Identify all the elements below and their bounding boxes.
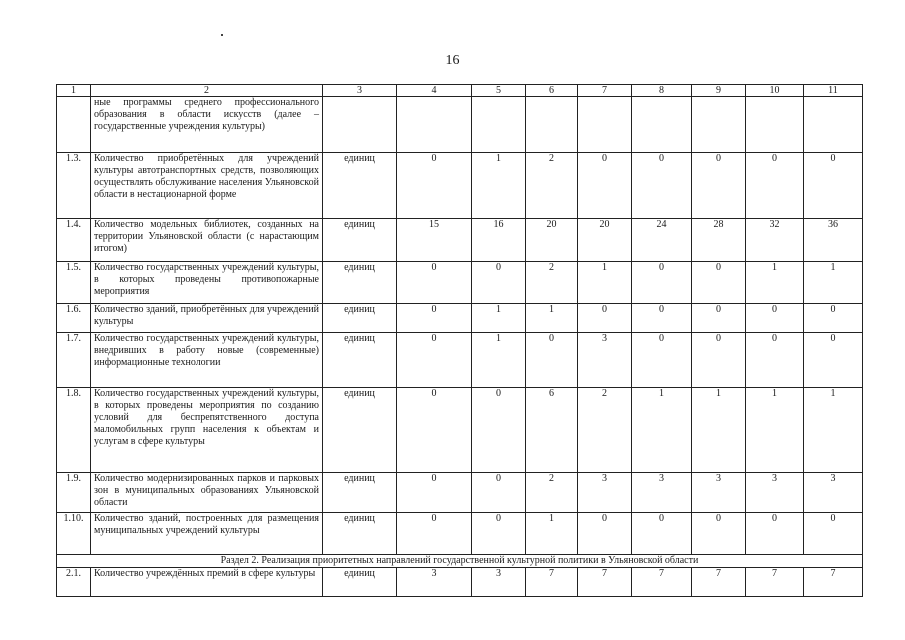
value-cell: 2	[526, 153, 578, 219]
value-cell: 0	[692, 333, 746, 388]
value-cell: 32	[746, 219, 804, 262]
value-cell: 1	[746, 388, 804, 473]
value-cell: 7	[526, 568, 578, 597]
header-cell: 10	[746, 85, 804, 97]
value-cell: 16	[472, 219, 526, 262]
value-cell: 3	[804, 473, 863, 513]
value-cell: 0	[397, 153, 472, 219]
value-cell: 3	[746, 473, 804, 513]
value-cell: 0	[632, 333, 692, 388]
value-cell: 7	[692, 568, 746, 597]
indicator-name: Количество модернизированных парков и парковых зон в муниципальных образованиях Ульяновской области	[91, 473, 323, 513]
header-cell: 7	[578, 85, 632, 97]
indicator-table	[56, 84, 863, 597]
header-cell: 3	[323, 85, 397, 97]
value-cell: 0	[397, 473, 472, 513]
value-cell: 0	[692, 304, 746, 333]
row-number: 1.7.	[57, 333, 91, 388]
value-cell: 0	[472, 513, 526, 555]
scan-speck	[221, 34, 223, 36]
value-cell: 0	[578, 513, 632, 555]
value-cell: 0	[804, 513, 863, 555]
table-row	[57, 97, 863, 153]
unit-cell: единиц	[323, 388, 397, 473]
header-cell: 5	[472, 85, 526, 97]
header-cell: 4	[397, 85, 472, 97]
value-cell: 0	[746, 304, 804, 333]
value-cell: 1	[804, 262, 863, 304]
indicator-name: Количество зданий, приобретённых для учреждений культуры	[91, 304, 323, 333]
value-cell: 0	[526, 333, 578, 388]
value-cell: 1	[472, 153, 526, 219]
value-cell: 6	[526, 388, 578, 473]
value-cell: 0	[578, 153, 632, 219]
row-number: 1.8.	[57, 388, 91, 473]
value-cell: 0	[804, 333, 863, 388]
value-cell: 0	[472, 473, 526, 513]
row-number: 2.1.	[57, 568, 91, 597]
value-cell: 3	[692, 473, 746, 513]
value-cell: 0	[472, 262, 526, 304]
unit-cell: единиц	[323, 333, 397, 388]
table-row	[57, 304, 863, 333]
value-cell	[746, 97, 804, 153]
value-cell: 28	[692, 219, 746, 262]
header-row	[57, 85, 863, 97]
value-cell	[804, 97, 863, 153]
value-cell: 1	[578, 262, 632, 304]
indicator-name: ные программы среднего профессионального образования в области искусств (далее – государственные учреждения культуры)	[91, 97, 323, 153]
value-cell: 0	[632, 513, 692, 555]
row-number: 1.6.	[57, 304, 91, 333]
row-number: 1.9.	[57, 473, 91, 513]
value-cell: 0	[578, 304, 632, 333]
value-cell: 0	[632, 262, 692, 304]
value-cell: 1	[692, 388, 746, 473]
table-row	[57, 153, 863, 219]
row-number: 1.5.	[57, 262, 91, 304]
value-cell: 20	[578, 219, 632, 262]
value-cell	[472, 97, 526, 153]
value-cell: 24	[632, 219, 692, 262]
row-number	[57, 97, 91, 153]
value-cell: 1	[472, 304, 526, 333]
value-cell: 1	[526, 304, 578, 333]
indicator-name: Количество учреждённых премий в сфере культуры	[91, 568, 323, 597]
value-cell	[526, 97, 578, 153]
table-row	[57, 568, 863, 597]
unit-cell: единиц	[323, 304, 397, 333]
header-cell: 11	[804, 85, 863, 97]
value-cell: 0	[746, 153, 804, 219]
table-row	[57, 262, 863, 304]
value-cell: 0	[632, 304, 692, 333]
value-cell: 2	[526, 262, 578, 304]
value-cell	[578, 97, 632, 153]
value-cell: 7	[578, 568, 632, 597]
table-body	[57, 85, 863, 597]
value-cell: 2	[578, 388, 632, 473]
unit-cell	[323, 97, 397, 153]
value-cell: 0	[692, 153, 746, 219]
value-cell: 7	[746, 568, 804, 597]
value-cell: 3	[578, 333, 632, 388]
value-cell: 7	[632, 568, 692, 597]
value-cell: 3	[632, 473, 692, 513]
value-cell: 36	[804, 219, 863, 262]
value-cell: 1	[526, 513, 578, 555]
indicator-name: Количество зданий, построенных для размещения муниципальных учреждений культуры	[91, 513, 323, 555]
indicator-name: Количество модельных библиотек, созданных на территории Ульяновской области (с нарастающим итогом)	[91, 219, 323, 262]
value-cell: 1	[746, 262, 804, 304]
header-cell: 8	[632, 85, 692, 97]
indicator-name: Количество приобретённых для учреждений культуры автотранспортных средств, позволяющих осуществлять обслуживание населения Ульяновской области в нестационарной форме	[91, 153, 323, 219]
page-number: 16	[445, 53, 460, 68]
section-row	[57, 555, 863, 568]
value-cell: 0	[746, 513, 804, 555]
table-row	[57, 388, 863, 473]
header-cell: 6	[526, 85, 578, 97]
value-cell: 0	[397, 304, 472, 333]
value-cell: 3	[578, 473, 632, 513]
value-cell: 1	[472, 333, 526, 388]
value-cell: 1	[804, 388, 863, 473]
value-cell: 0	[746, 333, 804, 388]
value-cell: 0	[692, 262, 746, 304]
table-row	[57, 513, 863, 555]
table-row	[57, 219, 863, 262]
value-cell: 1	[632, 388, 692, 473]
value-cell: 2	[526, 473, 578, 513]
value-cell: 0	[692, 513, 746, 555]
row-number: 1.3.	[57, 153, 91, 219]
unit-cell: единиц	[323, 219, 397, 262]
value-cell: 0	[397, 388, 472, 473]
value-cell	[692, 97, 746, 153]
value-cell: 0	[397, 513, 472, 555]
value-cell: 3	[472, 568, 526, 597]
header-cell: 9	[692, 85, 746, 97]
value-cell: 15	[397, 219, 472, 262]
value-cell: 0	[632, 153, 692, 219]
header-cell: 2	[91, 85, 323, 97]
row-number: 1.4.	[57, 219, 91, 262]
unit-cell: единиц	[323, 568, 397, 597]
value-cell: 0	[472, 388, 526, 473]
unit-cell: единиц	[323, 513, 397, 555]
table-row	[57, 333, 863, 388]
row-number: 1.10.	[57, 513, 91, 555]
table-row	[57, 473, 863, 513]
value-cell: 0	[804, 304, 863, 333]
value-cell	[632, 97, 692, 153]
value-cell: 0	[397, 262, 472, 304]
indicator-name: Количество государственных учреждений культуры, в которых проведены противопожарные мероприятия	[91, 262, 323, 304]
value-cell: 0	[397, 333, 472, 388]
unit-cell: единиц	[323, 153, 397, 219]
value-cell: 7	[804, 568, 863, 597]
header-cell: 1	[57, 85, 91, 97]
value-cell: 20	[526, 219, 578, 262]
value-cell: 3	[397, 568, 472, 597]
unit-cell: единиц	[323, 262, 397, 304]
indicator-name: Количество государственных учреждений культуры, внедривших в работу новые (современные) информационные технологии	[91, 333, 323, 388]
value-cell	[397, 97, 472, 153]
indicator-name: Количество государственных учреждений культуры, в которых проведены мероприятия по созданию условий для беспрепятственного доступа маломобильных групп населения к объектам и услугам в сфере культуры	[91, 388, 323, 473]
unit-cell: единиц	[323, 473, 397, 513]
section-title: Раздел 2. Реализация приоритетных направлений государственной культурной политики в Ульяновской области	[57, 555, 863, 568]
value-cell: 0	[804, 153, 863, 219]
